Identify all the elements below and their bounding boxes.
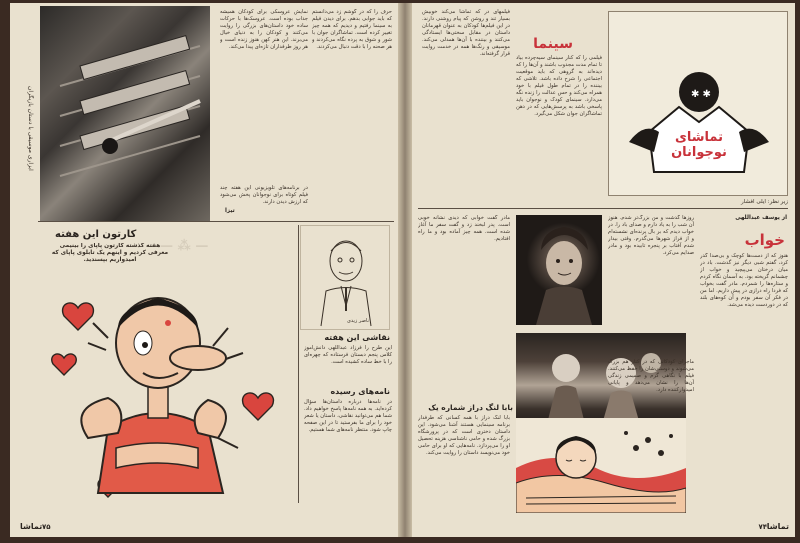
magazine-spread <box>10 3 795 537</box>
xylophone-photo <box>40 6 210 221</box>
right-page <box>412 3 795 537</box>
dream-illustration <box>516 418 686 513</box>
logo-title: تماشای نوجوانان <box>671 130 727 160</box>
middle-column: ماجرای کودکانی که در کنار هم بزرگ می‌شوند و دوستی‌شان را حفظ می‌کنند. فیلم با نگاهی گرم و صمیمی زندگی آن‌ها را نشان می‌دهد و پایانی امیدوارکننده دارد. <box>608 359 694 393</box>
drawing-heading: نقاشی این هفته <box>324 333 390 342</box>
popeye-cartoon <box>48 288 293 498</box>
logo-illustration <box>609 12 789 197</box>
cinema-heading: سینما <box>533 36 573 52</box>
daddy-long-legs-heading: بابا لنگ دراز شماره یک <box>428 403 513 412</box>
horizontal-divider <box>38 221 394 222</box>
footer-masthead-left: تماشا <box>20 522 43 531</box>
cinema-column-2: فیلمهای در که تماشا می‌کند خوبیش بسیار تند و روشن که پیام روشنی دارند. در این فیلم‌ها کودکان به عنوان قهرمانان داستان در مقابل سختی‌ها ایستادگی می‌کنند و بیننده با آن‌ها همدلی می‌کند. موسیقی و رنگ‌ها همه در خدمت روایت قرار گرفته‌اند. <box>422 9 510 57</box>
sketch-portrait <box>300 225 390 330</box>
page-gutter <box>398 3 412 537</box>
teen-corner-logo <box>608 11 788 196</box>
popeye-illustration <box>48 288 293 498</box>
xylophone-illustration <box>40 6 210 221</box>
story-heading: خواب <box>744 231 785 249</box>
sketch-artist-name: ناصر زیدی <box>347 318 369 324</box>
story-column-2: روزها گذشت و من بزرگ‌تر شدم. هنوز آن شب را به یاد دارم و صدای باد را. در خواب دیدم که بر بال پرنده‌ای نشسته‌ام و از فراز شهرها می‌گذرم. وقتی بیدار شدم آفتاب بر پنجره تابیده بود و مادر صدایم می‌کرد. <box>608 215 694 256</box>
cinema-column-1: فیلمی را که کنار سینمای سیه‌چرده بیاد تا تمام مدت مجذوب باشند و آن‌ها را که دیده‌اند به گروهی که باید موقعیت اجتماعی را شرح داده باشد. تلاشی که بیننده را در تمام طول فیلم با خود همراه می‌کند و حس عدالت را زنده نگه می‌دارد. سینمای کودک و نوجوان باید پاسخی باشد به پرسش‌هایی که در ذهن تماشاگران جوان شکل می‌گیرد. <box>516 55 602 117</box>
page-number-right: ۷۴ <box>758 523 767 531</box>
portrait-drawing <box>301 226 391 331</box>
svg-text:✱ ✱: ✱ ✱ <box>691 89 711 100</box>
letters-body: در نامه‌ها درباره داستان‌ها سؤال کرده‌اید. به همه نامه‌ها پاسخ خواهیم داد. شما هم می‌توانید نقاشی، داستان یا شعر خود را برای ما بفرستید تا در این صفحه چاپ شود. منتظر نامه‌های شما هستیم. <box>304 399 392 433</box>
left-top-column-3: در برنامه‌های تلویزیونی این هفته چند فیلم کوتاه برای نوجوانان پخش می‌شود که ارزش دیدن دارند. <box>220 185 308 205</box>
page-number-left: ۷۵ <box>42 523 51 531</box>
cartoon-heading: کارتون این هفته <box>55 229 137 240</box>
footer-masthead-right: تماشا <box>766 522 789 531</box>
photo-caption: ابزاری موسیقی با دستان بازیگران <box>27 85 34 171</box>
story-author: از یوسف عبداللهی <box>735 215 787 221</box>
left-top-column-2: نمایش عروسکی برای کودکان همیشه جذاب بوده است. عروسک‌ها با حرکات ساده خود داستان‌های بزرگی را روایت می‌کنند و کودکان را به دنیای خیال می‌برند. این هنر کهن هنوز زنده است و هر روز طرفداران تازه‌ای پیدا می‌کند. <box>220 9 308 50</box>
story-column-3: مادر گفت خوابی که دیدی نشانه خوبی است. پدر لبخند زد و گفت سفر ما آغاز شده است. همه چیز آماده بود و ما راه افتادیم. <box>418 215 510 242</box>
story-column-1: هنوز که از دست‌ها کوچک و بی‌صدا گذر کرد، گفتم شبی دیگر نیز گذشت. باد در میان درختان می‌پیچید و خواب از چشمانم گریخته بود. به آسمان نگاه کردم و ستاره‌ها را شمردم. مادر گفت بخواب که فردا راه درازی در پیش داریم. اما من در فکر آن سفر بودم و آن کوه‌های بلند که در دوردست دیده می‌شد. <box>700 253 788 308</box>
sleeping-child-illustration <box>516 418 686 513</box>
column-divider <box>298 225 299 503</box>
actress-illustration <box>516 215 602 325</box>
left-top-column-1: حرف را که در گوشم زد می‌دانستم که باید جوابی بدهم. برای دیدن فیلم به سینما رفتیم و دیدیم که همه چیز تغییر کرده است. تماشاگران جوان با شور و شوق به پرده نگاه می‌کردند و هر صحنه را با دقت دنبال می‌کردند. <box>312 9 392 50</box>
left-page <box>10 3 398 537</box>
daddy-long-legs-body: بابا لنگ دراز با همه کسانی که طرفدار برنامه سینمایی هستند آشنا می‌شود. این داستان دختری است که در پرورشگاه بزرگ شده و حامی ناشناسی هزینه تحصیل او را می‌پردازد. نامه‌هایی که او برای حامی خود می‌نویسد داستان را روایت می‌کند. <box>418 415 510 456</box>
drawing-description: این طرح را فرزاد عبداللهی دانش‌آموز کلاس پنجم دبستان فرستاده که چهره‌ای را با خط ساده کشیده است. <box>304 345 392 365</box>
horizontal-divider-right <box>418 208 788 209</box>
logo-credit: زیر نظر: ایلی افشار <box>740 199 788 205</box>
top-signature: تیزا <box>225 208 235 214</box>
actress-photo <box>516 215 602 325</box>
cartoon-description: هفته گذشته کارتون پاپای را بینیمی معرفی کردیم و اینهم یک تابلوی پاپای که امیدواریم بپسندید. <box>51 243 169 263</box>
faint-watermark-mark: — ⁂ — <box>160 239 209 254</box>
letters-heading: نامه‌های رسیده <box>330 387 390 396</box>
